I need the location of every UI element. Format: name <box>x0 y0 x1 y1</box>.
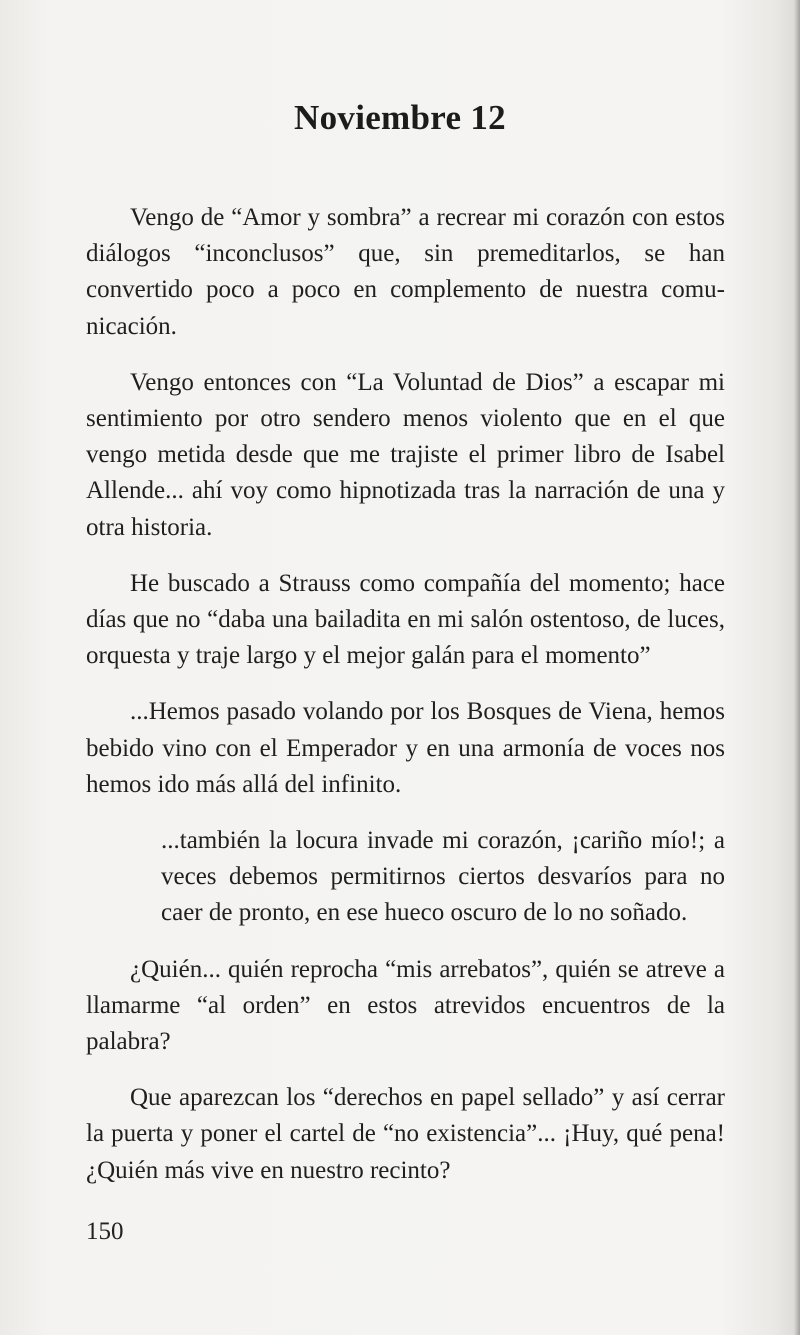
page-edge-shadow <box>794 0 800 1335</box>
indented-quote: ...también la locura invade mi corazón, ¡cariño mío!; a veces debemos permitirnos ciertos desvaríos para no caer de pronto, en ese hueco oscuro de lo no soñado. <box>161 827 725 927</box>
paragraph-7: Que aparezcan los “derechos en papel sellado” y así cerrar la puerta y poner el cartel de “no existencia”... ¡Huy, qué pena! ¿Quién más vive en nuestro recinto? <box>86 1084 725 1184</box>
paragraph-1: Vengo de “Amor y sombra” a recrear mi corazón con estos diálogos “inconclusos” que, sin premeditarlos, se han convertido poco a poco en complemento de nuestra comunicación. <box>86 204 725 340</box>
page-title: Noviembre 12 <box>294 98 506 137</box>
page-number: 150 <box>86 1218 124 1245</box>
body-text <box>86 200 725 1209</box>
paragraph-6: ¿Quién... quién reprocha “mis arrebatos”, quién se atreve a llamarme “al orden” en estos atrevidos encuentros de la palabra? <box>86 955 725 1056</box>
paragraph-2: Vengo entonces con “La Voluntad de Dios” a escapar mi sentimiento por otro sendero menos violento que en el que vengo metida desde que me trajiste el primer libro de Isabel Allende... ahí voy como hipnotizada tras la narración de una y otra historia. <box>86 368 725 541</box>
paragraph-4: ...Hemos pasado volando por los Bosques de Viena, hemos bebido vino con el Emperador y en una armonía de voces nos hemos ido más allá del infinito. <box>86 698 725 798</box>
paragraph-3: He buscado a Strauss como compañía del momento; hace días que no “daba una bailadita en mi salón ostentoso, de luces, orquesta y traje largo y el mejor galán para el momento” <box>86 569 725 670</box>
